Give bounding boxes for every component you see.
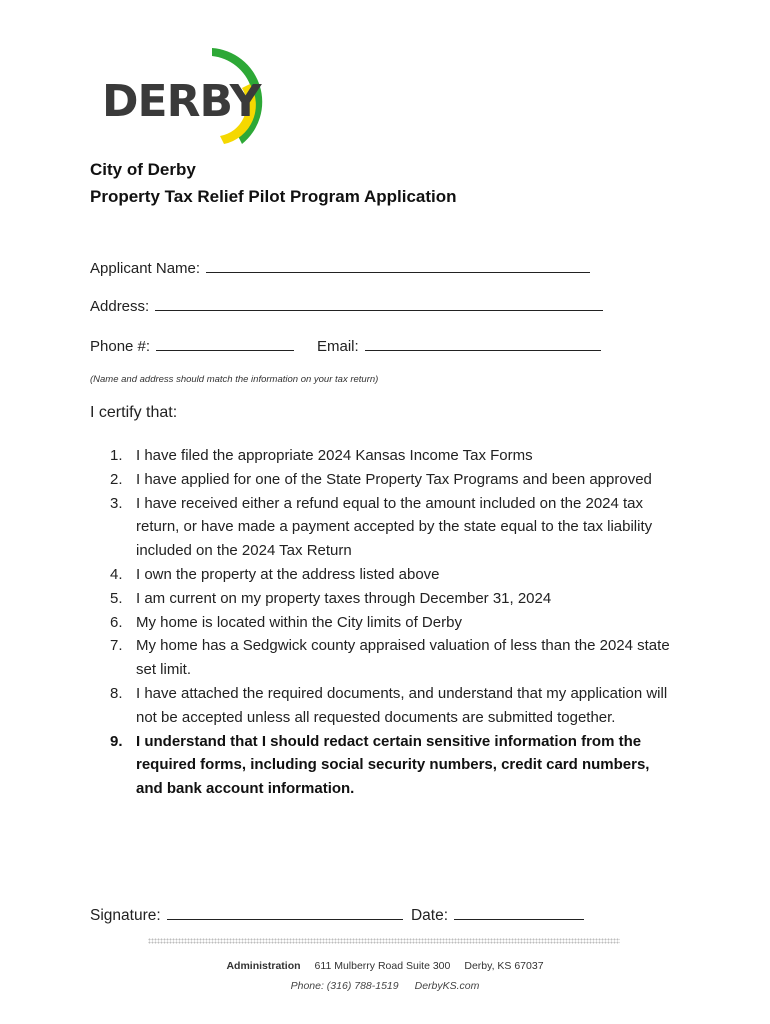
signature-label: Signature: — [90, 907, 161, 924]
logo-wordmark: DERBY — [102, 76, 261, 127]
footer-department: Administration — [226, 960, 301, 972]
applicant-name-field[interactable] — [90, 258, 590, 277]
address-blank[interactable] — [155, 296, 603, 311]
footer-street: 611 Mulberry Road Suite 300 — [314, 960, 451, 972]
certification-item — [110, 444, 670, 468]
footer-divider — [148, 938, 620, 944]
item-number: 4. — [110, 565, 123, 583]
signature-row — [90, 905, 584, 925]
item-text: My home is located within the City limits of Derby — [136, 613, 462, 631]
phone-blank[interactable] — [156, 336, 294, 351]
certification-item — [110, 587, 670, 611]
footer-city: Derby, KS 67037 — [464, 960, 544, 972]
match-tax-return-note: (Name and address should match the information on your tax return) — [90, 374, 379, 385]
item-number: 8. — [110, 684, 123, 702]
signature-blank[interactable] — [167, 905, 403, 920]
email-blank[interactable] — [365, 336, 601, 351]
item-text: I am current on my property taxes through December 31, 2024 — [136, 589, 552, 607]
address-field[interactable] — [90, 296, 603, 315]
certification-list — [110, 444, 670, 801]
certification-item — [110, 682, 670, 730]
certification-item — [110, 611, 670, 635]
item-number: 5. — [110, 589, 123, 607]
item-number: 7. — [110, 637, 123, 655]
email-label: Email: — [317, 338, 359, 355]
footer-address-line — [0, 960, 770, 972]
email-field[interactable] — [317, 336, 601, 355]
page-title-line1: City of Derby — [90, 160, 196, 179]
date-label: Date: — [410, 907, 449, 924]
applicant-name-blank[interactable] — [206, 258, 590, 273]
item-text: I have filed the appropriate 2024 Kansas Income Tax Forms — [136, 447, 533, 464]
item-number: 6. — [110, 613, 123, 631]
item-number: 1. — [110, 447, 123, 464]
item-text: My home has a Sedgwick county appraised valuation of less than the 2024 state set limit. — [136, 637, 670, 679]
item-text: I own the property at the address listed above — [136, 565, 440, 583]
item-number: 9. — [110, 732, 123, 750]
item-text: I have applied for one of the State Property Tax Programs and been approved — [136, 470, 652, 488]
applicant-name-label: Applicant Name: — [90, 260, 201, 277]
certification-item — [110, 634, 670, 682]
item-text: I have received either a refund equal to the amount included on the 2024 tax return, or have made a payment accepted by the state equal to the tax liability included on the 2024 Tax Return — [136, 494, 653, 560]
derby-logo — [100, 44, 272, 148]
certification-item — [110, 468, 670, 492]
address-label: Address: — [90, 298, 150, 315]
item-number: 2. — [110, 470, 123, 488]
certify-heading: I certify that: — [90, 404, 178, 421]
date-blank[interactable] — [454, 905, 584, 920]
item-number: 3. — [110, 494, 123, 512]
page-title-line2: Property Tax Relief Pilot Program Application — [90, 187, 457, 206]
certification-item-redact — [110, 730, 670, 801]
phone-field[interactable] — [90, 336, 294, 355]
phone-label: Phone #: — [90, 338, 151, 355]
item-text: I have attached the required documents, and understand that my application will not be accepted unless all requested documents are submitted together. — [136, 684, 668, 726]
certification-item — [110, 563, 670, 587]
footer-website-link[interactable]: DerbyKS.com — [414, 980, 480, 992]
footer-contact-line — [0, 980, 770, 992]
certification-item — [110, 492, 670, 563]
footer-phone: Phone: (316) 788-1519 — [290, 980, 399, 992]
item-text: I understand that I should redact certain sensitive information from the required forms, including social security numbers, credit card numbers, and bank account information. — [136, 732, 650, 798]
